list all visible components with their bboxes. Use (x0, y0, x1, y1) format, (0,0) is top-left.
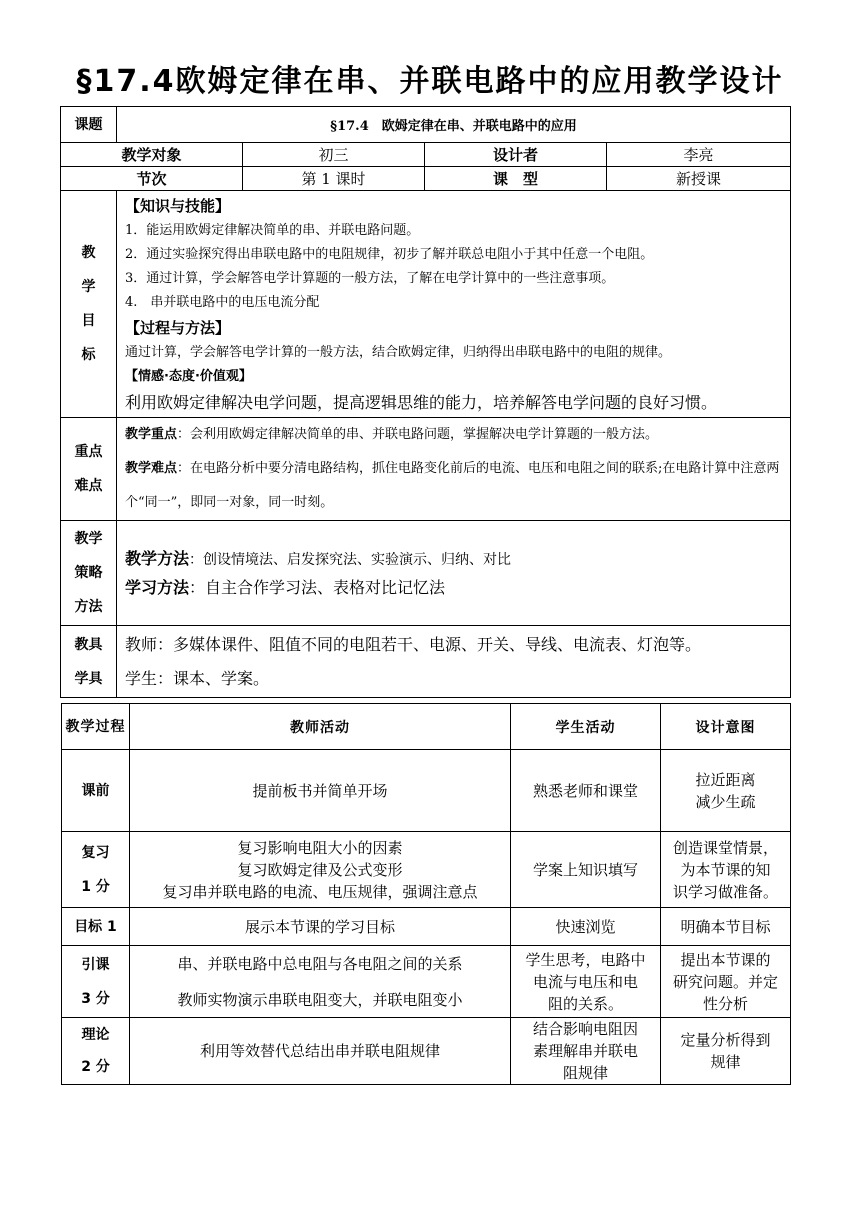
type-value: 新授课 (607, 167, 791, 191)
header-teacher-activity: 教师活动 (130, 704, 511, 750)
header-stage: 教学过程 (62, 704, 130, 750)
stage-cell: 引课 3 分 (62, 946, 130, 1018)
knowledge-item: 1．能运用欧姆定律解决简单的串、并联电路问题。 (125, 223, 420, 238)
teacher-activity-cell: 串、并联电路中总电阻与各电阻之间的关系 教师实物演示串联电阻变大，并联电阻变小 (130, 946, 511, 1018)
table-row (62, 946, 791, 1018)
intent-cell: 明确本节目标 (661, 908, 791, 946)
objectives-row (61, 191, 791, 418)
intent-cell: 拉近距离 减少生疏 (661, 750, 791, 832)
topic-value: §17.4 欧姆定律在串、并联电路中的应用 (117, 107, 791, 143)
period-label: 节次 (61, 167, 243, 191)
type-label: 课 型 (425, 167, 607, 191)
lesson-info-table (60, 106, 791, 698)
teacher-activity-cell: 展示本节课的学习目标 (130, 908, 511, 946)
designer-value: 李亮 (607, 143, 791, 167)
emotion-text: 利用欧姆定律解决电学问题，提高逻辑思维的能力，培养解答电学问题的良好习惯。 (125, 393, 718, 412)
teacher-tools: 教师：多媒体课件、阻值不同的电阻若干、电源、开关、导线、电流表、灯泡等。 (125, 634, 702, 654)
student-activity-cell: 学案上知识填写 (511, 832, 661, 908)
table-row (62, 750, 791, 832)
process-text: 通过计算，学会解答电学计算的一般方法，结合欧姆定律，归纳得出串联电路中的电阻的规律。 (125, 345, 672, 360)
strategy-label: 教学 策略 方法 (61, 521, 117, 626)
tools-row (61, 626, 791, 698)
period-value: 第 1 课时 (243, 167, 425, 191)
student-activity-cell: 结合影响电阻因 素理解串并联电 阻规律 (511, 1018, 661, 1085)
tools-content (117, 626, 791, 698)
audience-label: 教学对象 (61, 143, 243, 167)
audience-value: 初三 (243, 143, 425, 167)
intent-cell: 创造课堂情景， 为本节课的知 识学习做准备。 (661, 832, 791, 908)
header-student-activity: 学生活动 (511, 704, 661, 750)
process-heading: 【过程与方法】 (125, 319, 231, 337)
objectives-label: 教 学 目 标 (61, 191, 117, 418)
period-row (61, 167, 791, 191)
knowledge-heading: 【知识与技能】 (125, 197, 231, 215)
teaching-process-table (61, 703, 791, 1085)
keypoints-row (61, 418, 791, 521)
key-heading: 教学重点 (125, 427, 178, 442)
learning-method-text: ：自主合作学习法、表格对比记忆法 (189, 577, 446, 597)
keypoints-content (117, 418, 791, 521)
student-tools: 学生：课本、学案。 (125, 668, 270, 688)
student-activity-cell: 快速浏览 (511, 908, 661, 946)
strategy-content (117, 521, 791, 626)
learning-method-heading: 学习方法 (125, 577, 190, 597)
intent-cell: 提出本节课的 研究问题。并定 性分析 (661, 946, 791, 1018)
stage-cell: 复习 1 分 (62, 832, 130, 908)
topic-label: 课题 (61, 107, 117, 143)
knowledge-item: 4. 串并联电路中的电压电流分配 (125, 295, 320, 310)
stage-cell: 目标 1 (62, 908, 130, 946)
process-header-row (62, 704, 791, 750)
objectives-content (117, 191, 791, 418)
intent-cell: 定量分析得到 规律 (661, 1018, 791, 1085)
table-row (62, 1018, 791, 1085)
audience-row (61, 143, 791, 167)
teacher-activity-cell: 复习影响电阻大小的因素 复习欧姆定律及公式变形 复习串并联电路的电流、电压规律，强调注意点 (130, 832, 511, 908)
header-design-intent: 设计意图 (661, 704, 791, 750)
teacher-activity-cell: 提前板书并简单开场 (130, 750, 511, 832)
teacher-activity-cell: 利用等效替代总结出串并联电阻规律 (130, 1018, 511, 1085)
key-text: ：会利用欧姆定律解决简单的串、并联电路问题，掌握解决电学计算题的一般方法。 (177, 427, 659, 442)
knowledge-item: 3．通过计算，学会解答电学计算题的一般方法，了解在电学计算中的一些注意事项。 (125, 271, 615, 286)
document-title: §17.4欧姆定律在串、并联电路中的应用教学设计 (76, 64, 784, 99)
difficulty-text: ：在电路分析中要分清电路结构，抓住电路变化前后的电流、电压和电阻之间的联系;在电路计算中注意两个“同一”，即同一对象，同一时刻。 (125, 461, 780, 510)
teaching-method-heading: 教学方法 (125, 548, 190, 568)
strategy-row (61, 521, 791, 626)
knowledge-item: 2．通过实验探究得出串联电路中的电阻规律，初步了解并联总电阻小于其中任意一个电阻。 (125, 247, 654, 262)
topic-row (61, 107, 791, 143)
difficulty-heading: 教学难点 (125, 461, 178, 476)
table-row (62, 832, 791, 908)
teaching-method-text: ：创设情境法、启发探究法、实验演示、归纳、对比 (189, 551, 512, 568)
stage-cell: 理论 2 分 (62, 1018, 130, 1085)
student-activity-cell: 熟悉老师和课堂 (511, 750, 661, 832)
tools-label: 教具 学具 (61, 626, 117, 698)
student-activity-cell: 学生思考，电路中 电流与电压和电 阻的关系。 (511, 946, 661, 1018)
emotion-heading: 【情感·态度·价值观】 (125, 369, 252, 384)
stage-cell: 课前 (62, 750, 130, 832)
keypoints-label: 重点 难点 (61, 418, 117, 521)
table-row (62, 908, 791, 946)
designer-label: 设计者 (425, 143, 607, 167)
